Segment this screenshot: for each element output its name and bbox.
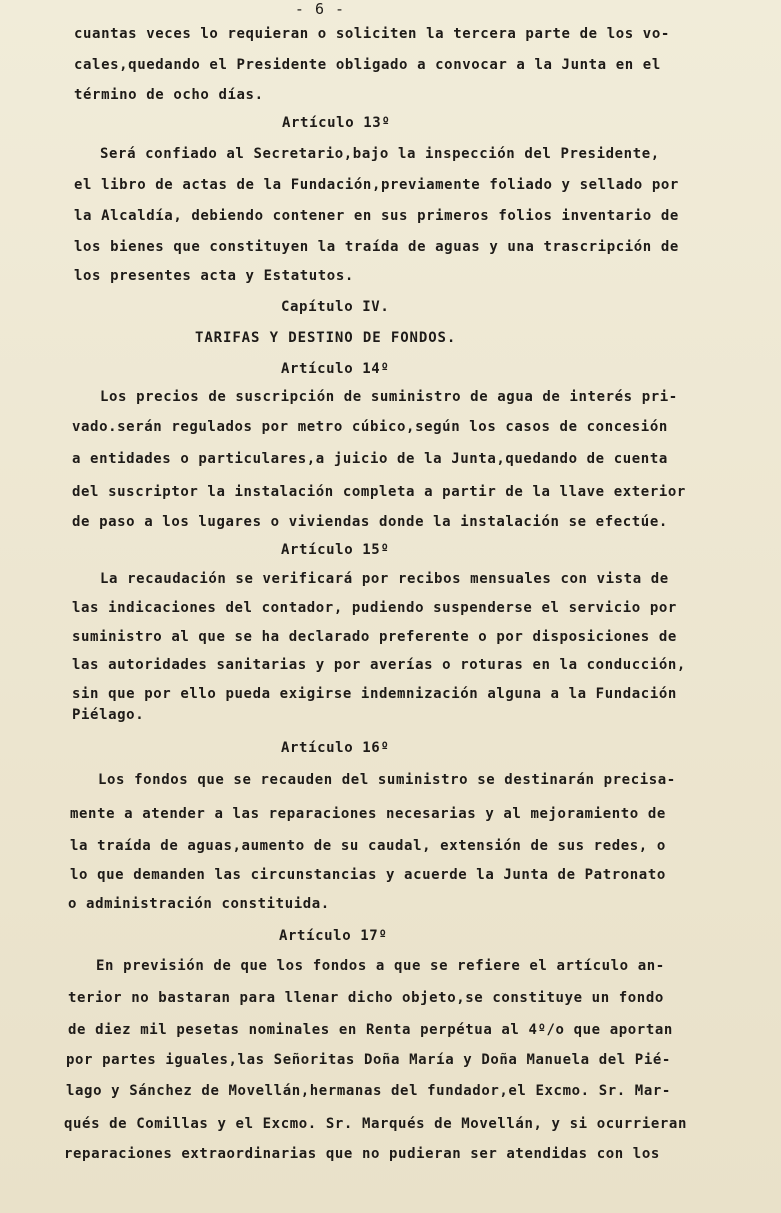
article-heading: Artículo 14º: [281, 361, 390, 377]
text-line: las indicaciones del contador, pudiendo suspenderse el servicio por: [72, 600, 677, 616]
article-heading: Artículo 13º: [282, 115, 391, 131]
text-line: del suscriptor la instalación completa a partir de la llave exterior: [72, 484, 686, 500]
text-line: a entidades o particulares,a juicio de la Junta,quedando de cuenta: [72, 451, 668, 467]
text-line: los bienes que constituyen la traída de aguas y una trascripción de: [74, 239, 679, 255]
text-line: el libro de actas de la Fundación,previamente foliado y sellado por: [74, 177, 679, 193]
article-heading: Artículo 17º: [279, 928, 388, 944]
text-line: En previsión de que los fondos a que se refiere el artículo an-: [96, 958, 665, 974]
text-line: de diez mil pesetas nominales en Renta perpétua al 4º/o que aportan: [68, 1022, 673, 1038]
text-line: cales,quedando el Presidente obligado a convocar a la Junta en el: [74, 57, 661, 73]
text-line: lo que demanden las circunstancias y acuerde la Junta de Patronato: [70, 867, 666, 883]
text-line: las autoridades sanitarias y por averías o roturas en la conducción,: [72, 657, 686, 673]
section-title: TARIFAS Y DESTINO DE FONDOS.: [195, 330, 457, 346]
article-heading: Artículo 15º: [281, 542, 390, 558]
text-line: término de ocho días.: [74, 87, 264, 103]
text-line: qués de Comillas y el Excmo. Sr. Marqués de Movellán, y si ocurrieran: [64, 1116, 687, 1132]
text-line: cuantas veces lo requieran o soliciten la tercera parte de los vo-: [74, 26, 670, 42]
text-line: sin que por ello pueda exigirse indemnización alguna a la Fundación: [72, 686, 677, 702]
text-line: vado.serán regulados por metro cúbico,según los casos de concesión: [72, 419, 668, 435]
text-line: los presentes acta y Estatutos.: [74, 268, 354, 284]
article-heading: Artículo 16º: [281, 740, 390, 756]
text-line: Será confiado al Secretario,bajo la inspección del Presidente,: [100, 146, 660, 162]
text-line: de paso a los lugares o viviendas donde la instalación se efectúe.: [72, 514, 668, 530]
text-line: terior no bastaran para llenar dicho objeto,se constituye un fondo: [68, 990, 664, 1006]
text-line: la traída de aguas,aumento de su caudal, extensión de sus redes, o: [70, 838, 666, 854]
chapter-heading: Capítulo IV.: [281, 299, 390, 315]
text-line: la Alcaldía, debiendo contener en sus primeros folios inventario de: [74, 208, 679, 224]
text-line: Los precios de suscripción de suministro de agua de interés pri-: [100, 389, 678, 405]
text-line: suministro al que se ha declarado preferente o por disposiciones de: [72, 629, 677, 645]
text-line: o administración constituida.: [68, 896, 330, 912]
page-number: - 6 -: [294, 0, 346, 18]
text-line: Los fondos que se recauden del suministro se destinarán precisa-: [98, 772, 676, 788]
text-line: reparaciones extraordinarias que no pudieran ser atendidas con los: [64, 1146, 660, 1162]
text-line: mente a atender a las reparaciones necesarias y al mejoramiento de: [70, 806, 666, 822]
text-line: por partes iguales,las Señoritas Doña María y Doña Manuela del Pié-: [66, 1052, 671, 1068]
text-line: lago y Sánchez de Movellán,hermanas del fundador,el Excmo. Sr. Mar-: [66, 1083, 671, 1099]
text-line: La recaudación se verificará por recibos mensuales con vista de: [100, 571, 669, 587]
text-line: Piélago.: [72, 707, 145, 723]
